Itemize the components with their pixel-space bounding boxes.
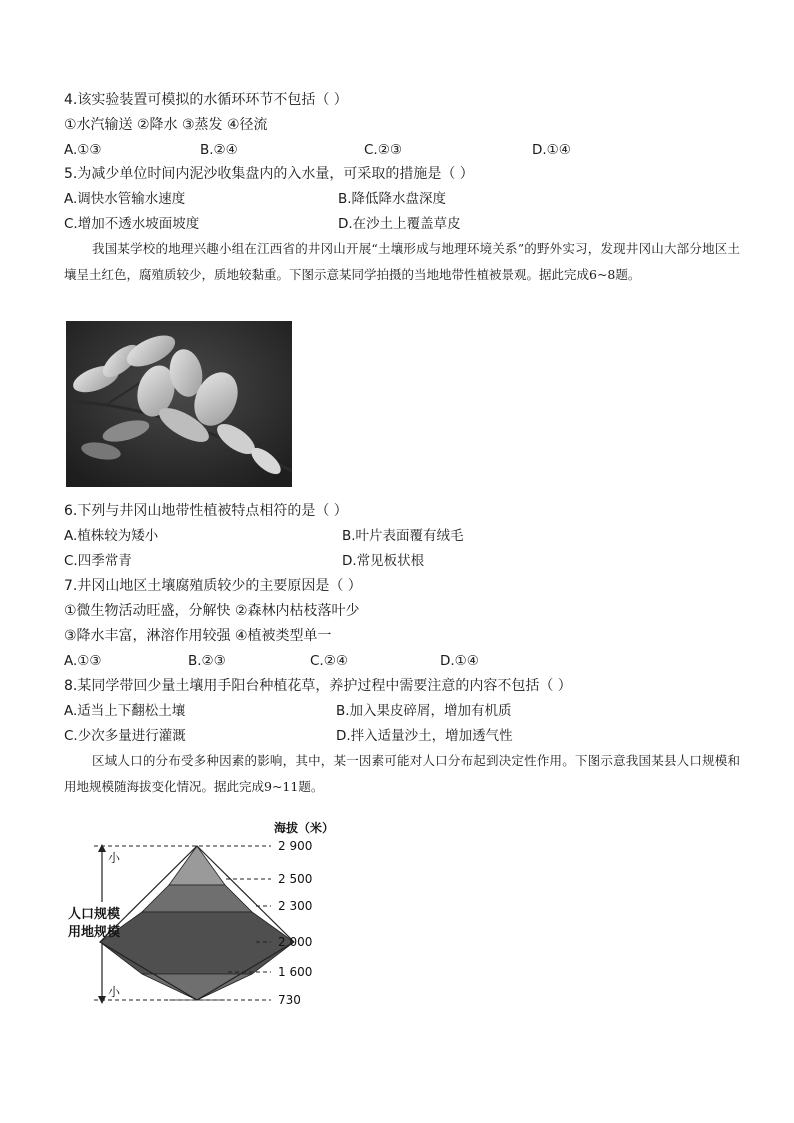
passage-9-11: 区域人口的分布受多种因素的影响，其中，某一因素可能对人口分布起到决定性作用。下图示意我国某县人口规模和用地规模随海拔变化情况。据此完成9~11题。: [64, 753, 740, 794]
bottom-small-label: 小: [108, 985, 121, 999]
q8-option-d: D.拌入适量沙土，增加透气性: [336, 728, 513, 744]
left-label-landuse: 用地规模: [68, 925, 121, 940]
elevation-label: 1 600: [278, 965, 313, 979]
q5-option-d: D.在沙土上覆盖草皮: [338, 216, 461, 232]
population-landuse-diagram: [66, 814, 366, 1014]
vegetation-photo: [66, 321, 292, 487]
top-small-label: 小: [108, 851, 121, 865]
band-2500-2300: [142, 885, 252, 912]
q4-option-d: D.①④: [532, 142, 571, 158]
q7-option-b: B.②③: [188, 653, 226, 669]
passage-6-8: 我国某学校的地理兴趣小组在江西省的井冈山开展“土壤形成与地理环境关系”的野外实习，发现井冈山大部分地区土壤呈土红色，腐殖质较少，质地较黏重。下图示意某同学拍摄的当地地带性植被景观。据此完成6~8题。: [64, 241, 740, 282]
elevation-label: 2 000: [278, 935, 313, 949]
elevation-label: 2 900: [278, 839, 313, 853]
q4-option-b: B.②④: [200, 142, 238, 158]
q7-option-c: C.②④: [310, 653, 348, 669]
elevation-label: 2 500: [278, 872, 313, 886]
q8-option-a: A.适当上下翻松土壤: [64, 703, 186, 719]
q4-stem: 4.该实验装置可模拟的水循环环节不包括（ ）: [64, 92, 348, 108]
q7-items-1: ①微生物活动旺盛，分解快 ②森林内枯枝落叶少: [64, 603, 360, 619]
q7-items-2: ③降水丰富，淋溶作用较强 ④植被类型单一: [64, 628, 332, 644]
elevation-diamond-chart: [66, 814, 366, 1014]
q8-option-c: C.少次多量进行灌溉: [64, 728, 186, 744]
q4-items: ①水汽输送 ②降水 ③蒸发 ④径流: [64, 117, 268, 133]
band-2300-2000: [100, 912, 294, 974]
diagram-title: 海拔（米）: [274, 821, 335, 835]
q8-option-b: B.加入果皮碎屑，增加有机质: [336, 703, 512, 719]
q6-option-b: B.叶片表面覆有绒毛: [342, 528, 464, 544]
elevation-label: 730: [278, 993, 301, 1007]
q5-option-a: A.调快水管输水速度: [64, 191, 186, 207]
q4-option-a: A.①③: [64, 142, 102, 158]
left-label-population: 人口规模: [68, 907, 121, 922]
q7-option-a: A.①③: [64, 653, 102, 669]
band-2000-1600: [142, 974, 252, 1000]
q6-stem: 6.下列与井冈山地带性植被特点相符的是（ ）: [64, 503, 348, 519]
q6-option-c: C.四季常青: [64, 553, 132, 569]
q7-option-d: D.①④: [440, 653, 479, 669]
q7-stem: 7.井冈山地区土壤腐殖质较少的主要原因是（ ）: [64, 578, 362, 594]
q6-option-a: A.植株较为矮小: [64, 528, 159, 544]
q8-stem: 8.某同学带回少量土壤用手阳台种植花草，养护过程中需要注意的内容不包括（ ）: [64, 678, 572, 694]
q6-option-d: D.常见板状根: [342, 553, 425, 569]
up-arrow-icon: [98, 844, 106, 852]
q5-option-b: B.降低降水盘深度: [338, 191, 447, 207]
q5-stem: 5.为减少单位时间内泥沙收集盘内的入水量，可采取的措施是（ ）: [64, 166, 474, 182]
q4-option-c: C.②③: [364, 142, 402, 158]
q5-option-c: C.增加不透水坡面坡度: [64, 216, 200, 232]
leaf-branch-image: [66, 321, 292, 487]
elevation-label: 2 300: [278, 899, 313, 913]
